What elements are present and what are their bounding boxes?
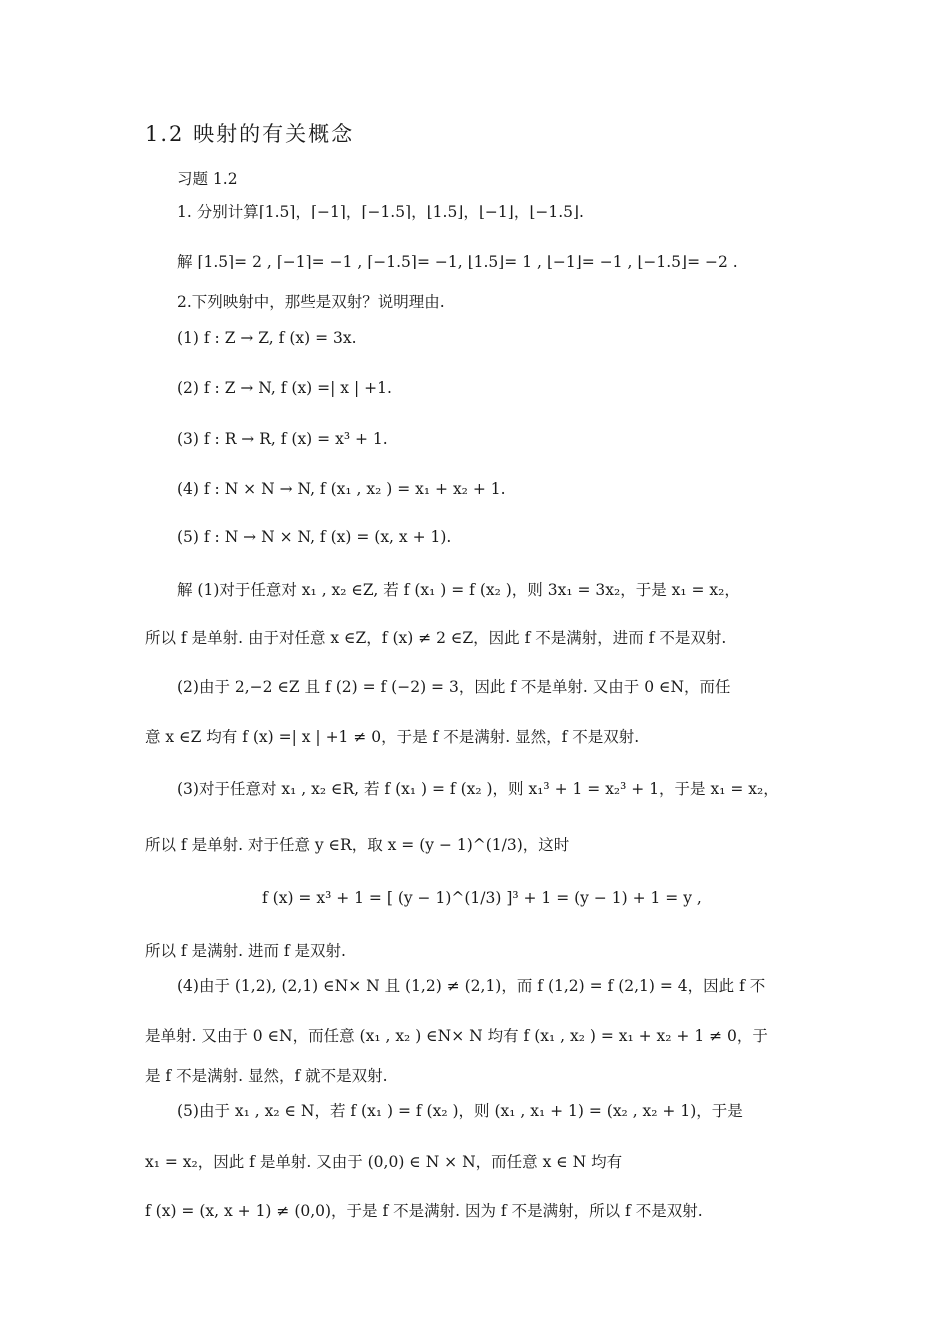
solution-5-line-3: f (x) = (x, x + 1) ≠ (0,0)，于是 f 不是满射. 因为 f 不是满射，所以 f 不是双射. (145, 1202, 703, 1220)
section-title: 1.2 映射的有关概念 (145, 122, 355, 146)
solution-5-line-1: (5)由于 x₁ , x₂ ∈ N，若 f (x₁ ) = f (x₂ )，则 (x₁ , x₁ + 1) = (x₂ , x₂ + 1)，于是 (177, 1102, 743, 1120)
solution-3-line-2: 所以 f 是单射. 对于任意 y ∈R，取 x = (y − 1)^(1/3)，这时 (145, 836, 570, 854)
q2-item-1: (1) f : Z → Z, f (x) = 3x. (177, 329, 357, 347)
q2-item-5: (5) f : N → N × N, f (x) = (x, x + 1). (177, 528, 452, 546)
exercise-heading-text: 习题 1.2 (177, 170, 238, 188)
solution-1-line-1: 解 (1)对于任意对 x₁ , x₂ ∈Z, 若 f (x₁ ) = f (x₂ )，则 3x₁ = 3x₂，于是 x₁ = x₂， (177, 581, 740, 599)
exercise-heading (177, 167, 238, 191)
solution-4-line-1: (4)由于 (1,2), (2,1) ∈N× N 且 (1,2) ≠ (2,1)，而 f (1,2) = f (2,1) = 4，因此 f 不 (177, 977, 766, 995)
solution-1-line-2: 所以 f 是单射. 由于对任意 x ∈Z，f (x) ≠ 2 ∈Z，因此 f 不是满射，进而 f 不是双射. (145, 629, 727, 647)
solution-5-line-2: x₁ = x₂，因此 f 是单射. 又由于 (0,0) ∈ N × N，而任意 x ∈ N 均有 (145, 1153, 623, 1171)
q2-item-3: (3) f : R → R, f (x) = x³ + 1. (177, 430, 388, 448)
question-2: 2.下列映射中，那些是双射？说明理由. (177, 293, 445, 311)
question-1: 1. 分别计算⌈1.5⌉，⌈−1⌉，⌈−1.5⌉，⌊1.5⌋，⌊−1⌋，⌊−1.5⌋. (177, 203, 584, 221)
solution-3-formula: f (x) = x³ + 1 = [ (y − 1)^(1/3) ]³ + 1 = (y − 1) + 1 = y , (262, 889, 702, 907)
q2-item-2: (2) f : Z → N, f (x) =| x | +1. (177, 379, 392, 397)
q2-item-4: (4) f : N × N → N, f (x₁ , x₂ ) = x₁ + x₂ + 1. (177, 480, 506, 498)
solution-3-line-3: 所以 f 是满射. 进而 f 是双射. (145, 942, 346, 960)
answer-1: 解 ⌈1.5⌉= 2 , ⌈−1⌉= −1 , ⌈−1.5⌉= −1, ⌊1.5⌋= 1 , ⌊−1⌋= −1 , ⌊−1.5⌋= −2 . (177, 253, 738, 271)
solution-2-line-1: (2)由于 2,−2 ∈Z 且 f (2) = f (−2) = 3，因此 f 不是单射. 又由于 0 ∈N，而任 (177, 678, 731, 696)
solution-4-line-2: 是单射. 又由于 0 ∈N，而任意 (x₁ , x₂ ) ∈N× N 均有 f (x₁ , x₂ ) = x₁ + x₂ + 1 ≠ 0，于 (145, 1027, 768, 1045)
solution-4-line-3: 是 f 不是满射. 显然，f 就不是双射. (145, 1067, 388, 1085)
solution-3-line-1: (3)对于任意对 x₁ , x₂ ∈R, 若 f (x₁ ) = f (x₂ )，则 x₁³ + 1 = x₂³ + 1，于是 x₁ = x₂， (177, 780, 779, 798)
solution-2-line-2: 意 x ∈Z 均有 f (x) =| x | +1 ≠ 0，于是 f 不是满射. 显然，f 不是双射. (145, 728, 640, 746)
